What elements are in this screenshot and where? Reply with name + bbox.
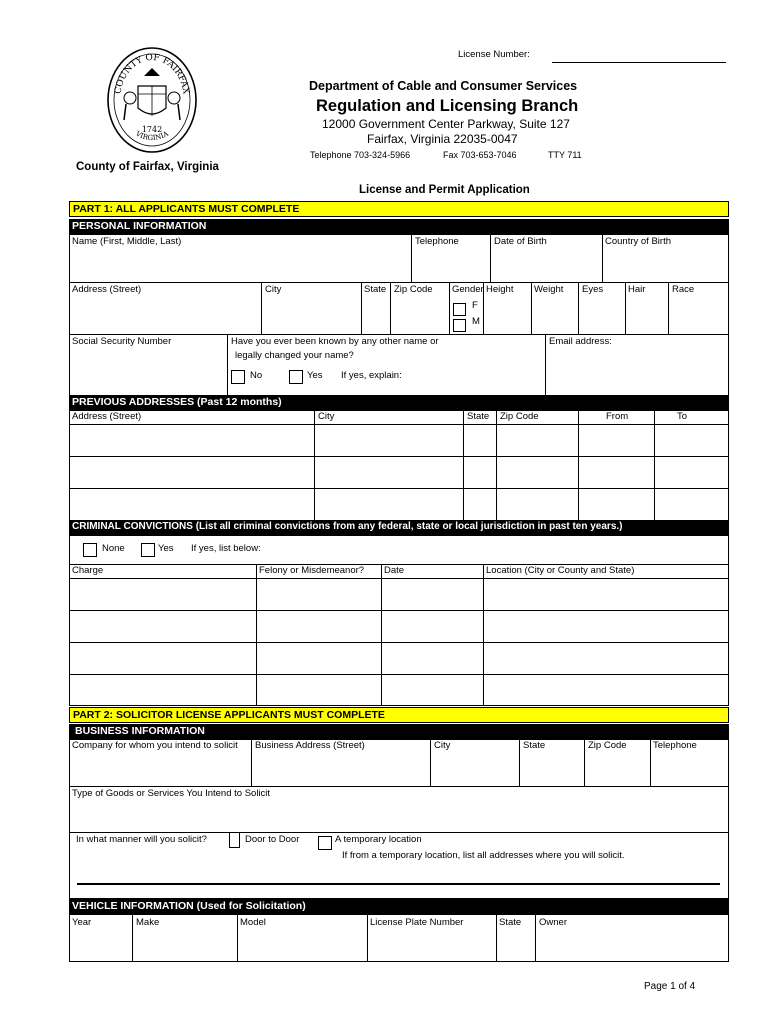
vehicle-state-field[interactable]: State — [499, 917, 522, 928]
business-telephone-field[interactable]: Telephone — [653, 740, 697, 751]
business-state-field[interactable]: State — [523, 740, 546, 751]
prev-from-column: From — [606, 411, 629, 422]
vehicle-year-field[interactable]: Year — [72, 917, 92, 928]
convictions-yes-checkbox[interactable] — [141, 543, 155, 557]
prev-city-column: City — [318, 411, 335, 422]
vehicle-owner-field[interactable]: Owner — [539, 917, 567, 928]
svg-text:1742: 1742 — [141, 125, 163, 134]
telephone-field[interactable]: Telephone — [415, 236, 459, 247]
felony-column: Felony or Misdemeanor? — [259, 565, 365, 576]
goods-services-field[interactable]: Type of Goods or Services You Intend to Solicit — [72, 788, 271, 799]
business-address-field[interactable]: Business Address (Street) — [255, 740, 365, 751]
page-number: Page 1 of 4 — [644, 981, 696, 992]
temporary-location-label: A temporary location — [335, 834, 422, 845]
known-as-yes-checkbox[interactable] — [289, 370, 303, 384]
convictions-if-yes-label: If yes, list below: — [191, 543, 261, 554]
vehicle-model-field[interactable]: Model — [240, 917, 266, 928]
door-to-door-checkbox[interactable] — [229, 832, 240, 848]
business-info-form — [69, 739, 729, 899]
svg-text:VIRGINIA: VIRGINIA — [134, 129, 170, 143]
temporary-location-note: If from a temporary location, list all addresses where you will solicit. — [342, 850, 625, 861]
table-row[interactable] — [70, 675, 728, 705]
vehicle-make-field[interactable]: Make — [136, 917, 160, 928]
telephone-number: Telephone 703-324-5966 — [310, 150, 411, 160]
prev-address-column: Address (Street) — [72, 411, 142, 422]
gender-male-checkbox[interactable] — [453, 319, 466, 332]
table-row[interactable] — [70, 425, 728, 455]
personal-info-heading: PERSONAL INFORMATION — [72, 220, 207, 232]
date-column: Date — [384, 565, 405, 576]
table-row[interactable] — [70, 579, 728, 609]
form-title: License and Permit Application — [359, 184, 530, 196]
address-line-1: 12000 Government Center Parkway, Suite 127 — [322, 117, 570, 131]
business-info-banner — [69, 724, 729, 739]
table-row[interactable] — [70, 457, 728, 487]
table-row[interactable] — [70, 643, 728, 673]
date-of-birth-field[interactable]: Date of Birth — [494, 236, 547, 247]
prev-zip-column: Zip Code — [500, 411, 539, 422]
part1-banner — [69, 201, 729, 217]
license-plate-field[interactable]: License Plate Number — [370, 917, 464, 928]
address-field[interactable]: Address (Street) — [72, 284, 142, 295]
email-field[interactable]: Email address: — [549, 336, 612, 347]
prev-state-column: State — [467, 411, 490, 422]
fax-number: Fax 703-653-7046 — [443, 150, 517, 160]
prev-to-column: To — [677, 411, 688, 422]
country-of-birth-field[interactable]: Country of Birth — [605, 236, 671, 247]
ssn-field[interactable]: Social Security Number — [72, 336, 172, 347]
svg-text:COUNTY OF FAIRFAX: COUNTY OF FAIRFAX — [113, 52, 191, 95]
gender-label: Gender — [452, 284, 484, 295]
personal-info-banner — [69, 219, 729, 234]
table-row[interactable] — [70, 611, 728, 641]
solicit-manner-label: In what manner will you solicit? — [76, 834, 207, 845]
door-to-door-label: Door to Door — [245, 834, 300, 845]
height-field[interactable]: Height — [486, 284, 514, 295]
license-number-label: License Number: — [458, 49, 530, 60]
business-zip-field[interactable]: Zip Code — [588, 740, 627, 751]
gender-female-label: F — [472, 300, 478, 311]
department-name: Department of Cable and Consumer Services — [309, 79, 578, 93]
business-info-heading: BUSINESS INFORMATION — [75, 725, 205, 737]
known-as-question-1: Have you ever been known by any other name or — [231, 336, 439, 347]
gender-male-label: M — [472, 316, 480, 327]
zip-code-field[interactable]: Zip Code — [394, 284, 433, 295]
eyes-field[interactable]: Eyes — [582, 284, 604, 295]
temporary-location-checkbox[interactable] — [318, 836, 332, 850]
race-field[interactable]: Race — [672, 284, 695, 295]
known-as-no-label: No — [250, 370, 263, 381]
part1-title: PART 1: ALL APPLICANTS MUST COMPLETE — [73, 203, 300, 215]
state-field[interactable]: State — [364, 284, 387, 295]
temporary-addresses-line[interactable] — [77, 883, 720, 885]
county-seal-icon — [106, 46, 198, 154]
branch-name: Regulation and Licensing Branch — [316, 97, 579, 115]
county-name: County of Fairfax, Virginia — [76, 161, 219, 173]
name-field[interactable]: Name (First, Middle, Last) — [72, 236, 182, 247]
previous-addresses-banner — [69, 395, 729, 410]
table-row[interactable] — [70, 489, 728, 520]
business-city-field[interactable]: City — [434, 740, 451, 751]
weight-field[interactable]: Weight — [534, 284, 564, 295]
criminal-convictions-banner — [69, 520, 729, 535]
city-field[interactable]: City — [265, 284, 282, 295]
vehicle-info-banner — [69, 899, 729, 914]
gender-female-checkbox[interactable] — [453, 303, 466, 316]
convictions-none-checkbox[interactable] — [83, 543, 97, 557]
vehicle-info-heading: VEHICLE INFORMATION (Used for Solicitation) — [72, 900, 306, 912]
tty-number: TTY 711 — [548, 150, 582, 160]
part2-banner — [69, 707, 729, 723]
known-as-question-2: legally changed your name? — [235, 350, 354, 361]
known-as-yes-label: Yes — [307, 370, 323, 381]
convictions-yes-label: Yes — [158, 543, 174, 554]
convictions-none-label: None — [102, 543, 125, 554]
charge-column: Charge — [72, 565, 104, 576]
criminal-convictions-heading: CRIMINAL CONVICTIONS (List all criminal convictions from any federal, state or local jurisdiction in past ten years.) — [72, 521, 623, 532]
hair-field[interactable]: Hair — [628, 284, 646, 295]
location-column: Location (City or County and State) — [486, 565, 635, 576]
company-field[interactable]: Company for whom you intend to solicit — [72, 740, 238, 751]
part2-title: PART 2: SOLICITOR LICENSE APPLICANTS MUST COMPLETE — [73, 709, 385, 721]
license-number-field[interactable] — [552, 62, 726, 63]
previous-addresses-heading: PREVIOUS ADDRESSES (Past 12 months) — [72, 396, 282, 408]
known-as-no-checkbox[interactable] — [231, 370, 245, 384]
if-yes-explain-field[interactable]: If yes, explain: — [341, 370, 402, 381]
address-line-2: Fairfax, Virginia 22035-0047 — [367, 132, 518, 146]
